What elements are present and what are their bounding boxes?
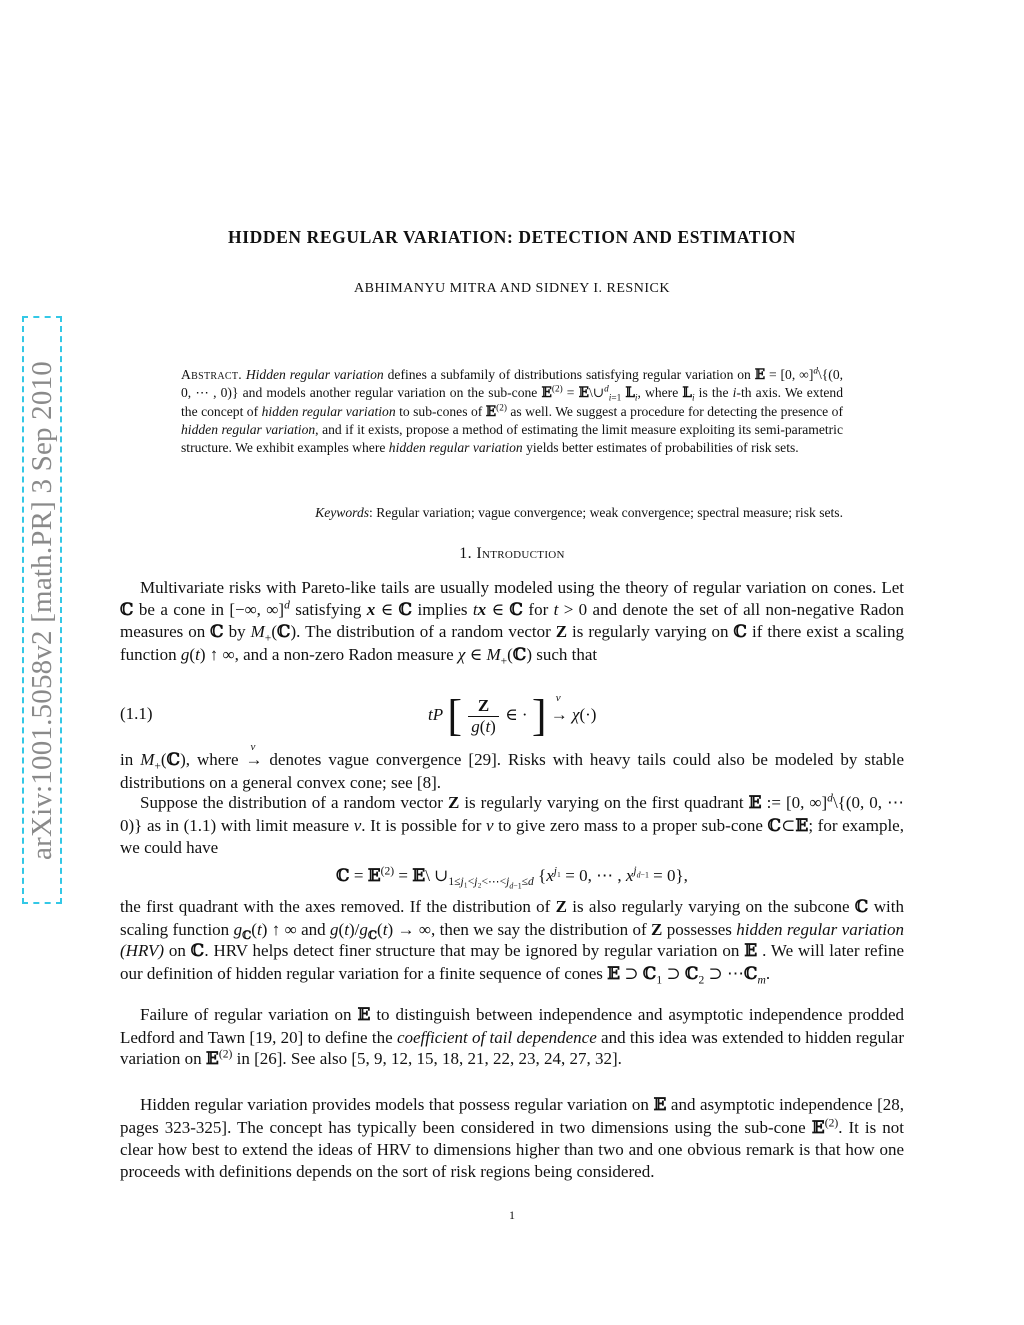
keywords [181,504,843,522]
paragraph-3: Suppose the distribution of a random vector Z is regularly varying on the first quadrant 𝔼 := [0, ∞]$^d$\{(0, 0, ⋯ 0)} as in (1.1) with limit measure ν. It is possible for ν to give zero mass to a proper sub-cone ℂ⊂𝔼; for example, we could have [120,791,905,858]
keywords-text: : Regular variation; vague convergence; weak convergence; spectral measure; risk sets. [369,505,843,520]
arxiv-stamp-text: arXiv:1001.5058v2 [math.PR] 3 Sep 2010 [25,360,58,860]
paragraph-6: Hidden regular variation provides models that possess regular variation on 𝔼 and asymptotic independence [28, pages 323-325]. The concept has typically been considered in two dimensions using the sub-cone 𝔼$^{(2)}$. It is not clear how best to extend the ideas of HRV to dimensions higher than two and one obvious remark is that how one proceeds with definitions depends on the sort of risk regions being considered. [120,1095,905,1182]
paragraph-2: in $M_+(ℂ)$, where → v denotes vague convergence [29]. Risks with heavy tails could also be modeled by stable distributions on a general convex cone; see [8]. [120,741,904,792]
equation-label: (1.1) [120,704,153,723]
paragraph-1: Multivariate risks with Pareto-like tails are usually modeled using the theory of regular variation on cones. Let ℂ be a cone in [−∞, ∞]$^d$ satisfying x ∈ ℂ implies tx ∈ ℂ for t > 0 and denote the set of all non-negative Radon measures on ℂ by $M_+(ℂ)$. The distribution of a random vector Z is regularly varying on ℂ if there exist a scaling function g(t) ↑ ∞, and a non-zero Radon measure χ ∈ $M_+(ℂ)$ such that [120,578,904,668]
paragraph-4: the first quadrant with the axes removed. If the distribution of Z is also regularly varying on the subcone ℂ with scaling function $g_ℂ(t)$ ↑ ∞ and $g(t)/g_ℂ(t)$ → ∞, then we say the distribution of Z possesses hidden regular variation (HRV) on ℂ. HRV helps detect finer structure that may be ignored by regular variation on 𝔼 . We will later refine our definition of hidden regular variation for a finite sequence of cones 𝔼 ⊃ ℂ$_1$ ⊃ ℂ$_2$ ⊃ ⋯ℂ$_m$. [120,897,905,987]
abstract: Abstract. Hidden regular variation defines a subfamily of distributions satisfying regular variation on 𝔼 = [0, ∞]$^d$\{(0, 0, ⋯ , 0)} and models another regular variation on the sub-cone 𝔼$^{(2)}$ = 𝔼\∪$^d_{i=1}$ 𝕃$_i$, where 𝕃$_i$ is the i-th axis. We extend the concept of hidden regular variation to sub-cones of 𝔼$^{(2)}$ as well. We suggest a procedure for detecting the presence of hidden regular variation, and if it exists, propose a method of estimating the limit measure exploiting its semi-parametric structure. We exhibit examples where hidden regular variation yields better estimates of probabilities of risk sets. [181,365,844,456]
equation-subcone: ℂ = 𝔼$^{(2)}$ = 𝔼\ $\cup_{1\le j_1<j_2<\cdots<j_{d-1}\le d}$ {$x^{j_1} = 0$, ⋯ , $x^{j_{d-1}} = 0$}, [336,864,688,891]
paper-authors: ABHIMANYU MITRA AND SIDNEY I. RESNICK [354,281,670,296]
equation-1-1: (1.1) tP [ $\frac{Z}{g(t)}$ ∈ · ] → v χ(·) [120,691,597,740]
abstract-heading: Abstract. [181,367,242,382]
page-number: 1 [509,1208,515,1222]
keywords-label: Keywords [315,505,370,520]
paragraph-5: Failure of regular variation on 𝔼 to distinguish between independence and asymptotic independence prodded Ledford and Tawn [19, 20] to define the coefficient of tail dependence and this idea was extended to hidden regular variation on 𝔼$^{(2)}$ in [26]. See also [5, 9, 12, 15, 18, 21, 22, 23, 24, 27, 32]. [120,1005,904,1070]
paper-title: HIDDEN REGULAR VARIATION: DETECTION AND ESTIMATION [228,227,796,247]
arxiv-stamp [22,316,62,904]
section-heading: 1. Introduction [459,545,565,562]
